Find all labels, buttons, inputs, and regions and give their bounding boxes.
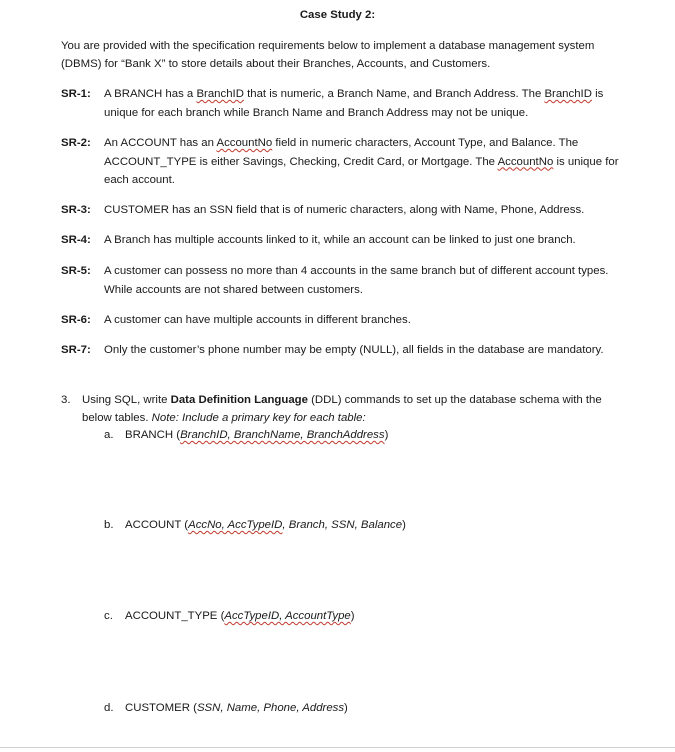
table-item-account-type: c. ACCOUNT_TYPE (AccTypeID, AccountType)	[104, 610, 355, 622]
requirement-text: A customer can possess no more than 4 accounts in the same branch but of different account types. While accounts are not shared between customers.	[104, 265, 609, 296]
table-name: ACCOUNT	[125, 519, 182, 531]
requirement-text: Only the customer’s phone number may be empty (NULL), all fields in the database are mandatory.	[104, 344, 604, 356]
item-letter: d.	[104, 702, 114, 714]
requirement-text: A Branch has multiple accounts linked to it, while an account can be linked to just one branch.	[104, 234, 576, 246]
requirement-text: CUSTOMER has an SSN field that is of numeric characters, along with Name, Phone, Address.	[104, 204, 585, 216]
table-fields: BranchID, BranchName, BranchAddress	[180, 429, 385, 441]
requirement-label: SR-2:	[61, 137, 91, 149]
requirement-text: An ACCOUNT has an AccountNo field in numeric characters, Account Type, and Balance. The ACCOUNT_TYPE is either Savings, Checking, Credit Card, or Mortgage. The AccountNo is unique for each account.	[104, 137, 619, 186]
page-divider	[0, 747, 675, 748]
table-item-account: b. ACCOUNT (AccNo, AccTypeID, Branch, SSN, Balance)	[104, 519, 406, 531]
requirement-label: SR-6:	[61, 314, 91, 326]
item-letter: b.	[104, 519, 114, 531]
table-fields: AccTypeID, AccountType	[224, 610, 351, 622]
table-name: CUSTOMER	[125, 702, 190, 714]
table-item-customer: d. CUSTOMER (SSN, Name, Phone, Address)	[104, 702, 348, 714]
requirement-label: SR-7:	[61, 344, 91, 356]
requirement-text: A BRANCH has a BranchID that is numeric, a Branch Name, and Branch Address. The BranchID is unique for each branch while Branch Name and Branch Address may not be unique.	[104, 88, 604, 119]
question-text: Using SQL, write Data Definition Language (DDL) commands to set up the database schema with the below tables. Note: Include a primary key for each table:	[82, 394, 602, 424]
page-title: Case Study 2:	[299, 9, 376, 21]
requirement-label: SR-5:	[61, 265, 91, 277]
item-letter: a.	[104, 429, 114, 441]
intro-paragraph: You are provided with the specification requirements below to implement a database management system (DBMS) for “Bank X” to store details about their Branches, Accounts, and Customers.	[61, 40, 595, 70]
item-letter: c.	[104, 610, 113, 622]
table-name: BRANCH	[125, 429, 174, 441]
requirement-label: SR-1:	[61, 88, 91, 100]
table-item-branch: a. BRANCH (BranchID, BranchName, BranchAddress)	[104, 429, 389, 441]
question-number: 3.	[61, 394, 71, 406]
table-name: ACCOUNT_TYPE	[125, 610, 218, 622]
requirement-label: SR-3:	[61, 204, 91, 216]
requirement-label: SR-4:	[61, 234, 91, 246]
table-fields: AccNo, AccTypeID	[188, 519, 283, 531]
table-fields: SSN, Name, Phone, Address	[196, 702, 345, 714]
requirement-text: A customer can have multiple accounts in different branches.	[104, 314, 411, 326]
